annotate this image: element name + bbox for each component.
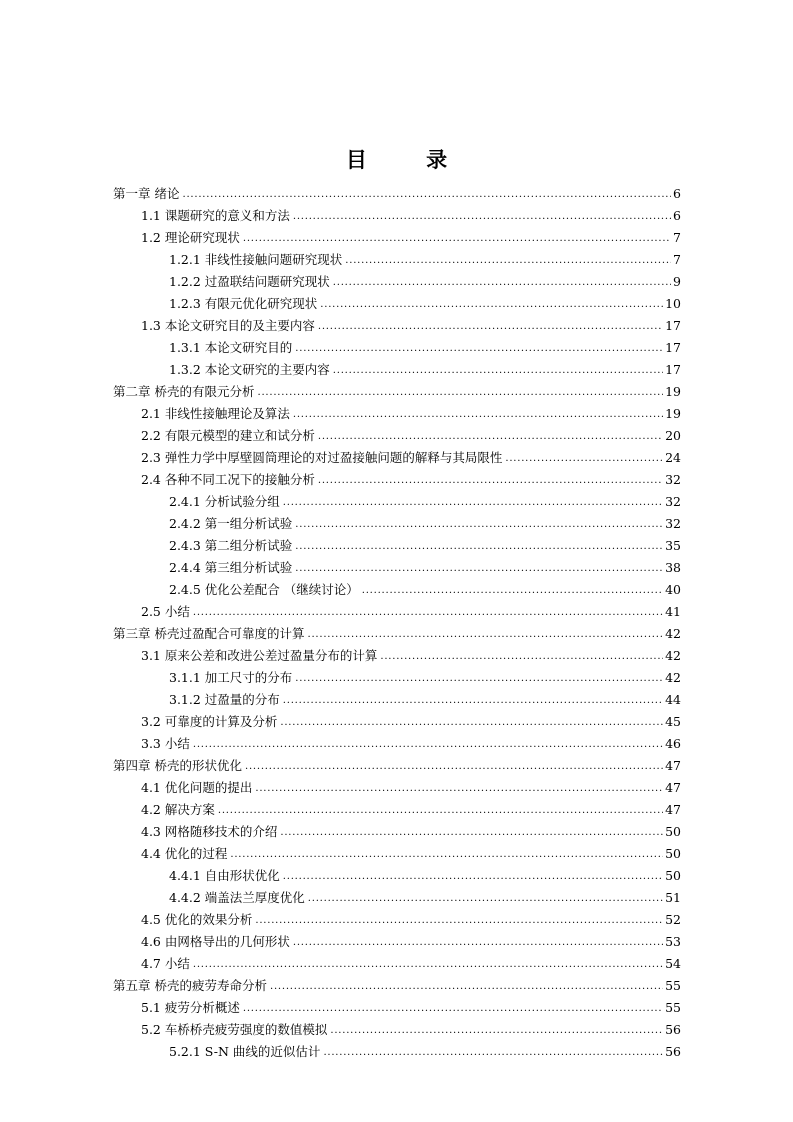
toc-entry-label: 1.2.3 有限元优化研究现状 [169, 296, 318, 311]
toc-entry[interactable] [169, 686, 681, 708]
toc-entry[interactable] [169, 862, 681, 884]
toc-entry-label: 3.3 小结 [141, 736, 190, 751]
toc-leader-dots [182, 186, 671, 202]
toc-entry[interactable] [169, 664, 681, 686]
toc-entry[interactable] [141, 422, 681, 444]
toc-entry-page: 56 [665, 1022, 681, 1037]
toc-entry[interactable] [141, 840, 681, 862]
toc-leader-dots [293, 208, 671, 224]
toc-entry-label: 第四章 桥壳的形状优化 [113, 758, 242, 773]
toc-entry[interactable] [169, 268, 681, 290]
toc-entry[interactable] [141, 466, 681, 488]
toc-entry-page: 32 [665, 494, 681, 509]
toc-entry[interactable] [141, 444, 681, 466]
toc-leader-dots [193, 956, 663, 972]
toc-leader-dots [280, 824, 663, 840]
toc-entry-label: 1.2.1 非线性接触问题研究现状 [169, 252, 343, 267]
toc-entry-label: 4.5 优化的效果分析 [141, 912, 253, 927]
toc-entry-page: 41 [665, 604, 681, 619]
toc-leader-dots [318, 318, 663, 334]
toc-entry-page: 19 [665, 406, 681, 421]
toc-entry[interactable] [141, 994, 681, 1016]
toc-entry[interactable] [169, 510, 681, 532]
toc-leader-dots [295, 670, 663, 686]
toc-leader-dots [333, 362, 663, 378]
toc-entry[interactable] [141, 708, 681, 730]
toc-entry-page: 20 [665, 428, 681, 443]
toc-leader-dots [193, 736, 663, 752]
toc-entry[interactable] [141, 400, 681, 422]
toc-entry-page: 35 [665, 538, 681, 553]
toc-leader-dots [193, 604, 663, 620]
toc-entry-label: 2.1 非线性接触理论及算法 [141, 406, 290, 421]
toc-leader-dots [308, 890, 663, 906]
toc-entry-page: 42 [665, 670, 681, 685]
toc-entry[interactable] [141, 950, 681, 972]
toc-entry-page: 47 [665, 758, 681, 773]
toc-entry-page: 55 [665, 1000, 681, 1015]
toc-leader-dots [295, 560, 663, 576]
toc-entry-page: 54 [665, 956, 681, 971]
toc-entry-page: 7 [673, 252, 681, 267]
page-title: 目 录 [345, 148, 474, 172]
toc-entry-label: 1.1 课题研究的意义和方法 [141, 208, 290, 223]
toc-leader-dots [505, 450, 663, 466]
toc-leader-dots [380, 648, 663, 664]
toc-leader-dots [295, 340, 663, 356]
toc-entry-page: 40 [665, 582, 681, 597]
toc-entry-page: 47 [665, 802, 681, 817]
toc-entry-page: 50 [665, 868, 681, 883]
toc-leader-dots [243, 230, 671, 246]
toc-entry[interactable] [141, 928, 681, 950]
toc-entry[interactable] [141, 224, 681, 246]
toc-entry-page: 9 [673, 274, 681, 289]
toc-entry-label: 2.5 小结 [141, 604, 190, 619]
toc-leader-dots [230, 846, 663, 862]
toc-entry-page: 46 [665, 736, 681, 751]
toc-leader-dots [255, 912, 663, 928]
toc-leader-dots [283, 494, 663, 510]
toc-leader-dots [270, 978, 663, 994]
toc-leader-dots [318, 472, 663, 488]
toc-entry[interactable] [169, 532, 681, 554]
toc-entry[interactable] [141, 818, 681, 840]
toc-entry[interactable] [113, 378, 681, 400]
toc-leader-dots [283, 868, 663, 884]
toc-entry-label: 4.3 网格随移技术的介绍 [141, 824, 278, 839]
toc-entry-label: 1.3.2 本论文研究的主要内容 [169, 362, 330, 377]
toc-entry-page: 19 [665, 384, 681, 399]
toc-entry[interactable] [169, 356, 681, 378]
toc-entry[interactable] [141, 906, 681, 928]
toc-leader-dots [295, 516, 663, 532]
toc-entry[interactable] [169, 488, 681, 510]
toc-entry-label: 4.6 由网格导出的几何形状 [141, 934, 290, 949]
toc-entry-label: 1.3.1 本论文研究目的 [169, 340, 293, 355]
toc-entry-page: 32 [665, 472, 681, 487]
toc-entry-label: 2.2 有限元模型的建立和试分析 [141, 428, 315, 443]
toc-entry-label: 4.4.2 端盖法兰厚度优化 [169, 890, 305, 905]
toc-entry-label: 1.2.2 过盈联结问题研究现状 [169, 274, 330, 289]
toc-entry-page: 7 [673, 230, 681, 245]
toc-leader-dots [293, 406, 663, 422]
toc-leader-dots [280, 714, 663, 730]
toc-entry-label: 4.2 解决方案 [141, 802, 215, 817]
toc-entry-label: 5.1 疲劳分析概述 [141, 1000, 240, 1015]
toc-leader-dots [362, 582, 663, 598]
toc-entry[interactable] [169, 290, 681, 312]
toc-leader-dots [333, 274, 671, 290]
toc-entry-label: 1.3 本论文研究目的及主要内容 [141, 318, 315, 333]
toc-entry-label: 5.2 车桥桥壳疲劳强度的数值模拟 [141, 1022, 328, 1037]
toc-entry[interactable] [169, 576, 681, 598]
toc-entry-label: 2.4.2 第一组分析试验 [169, 516, 293, 531]
toc-entry[interactable] [113, 752, 681, 774]
toc-entry-page: 17 [665, 318, 681, 333]
toc-entry-page: 47 [665, 780, 681, 795]
toc-entry-page: 53 [665, 934, 681, 949]
toc-entry-label: 第一章 绪论 [113, 186, 180, 201]
toc-leader-dots [243, 1000, 663, 1016]
toc-entry-page: 56 [665, 1044, 681, 1059]
toc-leader-dots [218, 802, 663, 818]
toc-entry[interactable] [169, 246, 681, 268]
toc-entry-page: 6 [673, 208, 681, 223]
toc-leader-dots [318, 428, 663, 444]
toc-leader-dots [323, 1044, 663, 1060]
toc-entry-label: 4.7 小结 [141, 956, 190, 971]
toc-leader-dots [320, 296, 663, 312]
toc-entry-label: 第五章 桥壳的疲劳寿命分析 [113, 978, 267, 993]
toc-entry-page: 45 [665, 714, 681, 729]
toc-entry-label: 2.4 各种不同工况下的接触分析 [141, 472, 315, 487]
toc-entry[interactable] [169, 554, 681, 576]
toc-entry[interactable] [113, 180, 681, 202]
toc-entry-label: 5.2.1 S-N 曲线的近似估计 [169, 1044, 321, 1059]
toc-entry-page: 50 [665, 824, 681, 839]
toc-entry[interactable] [113, 620, 681, 642]
toc-entry[interactable] [113, 972, 681, 994]
toc-entry-label: 2.4.3 第二组分析试验 [169, 538, 293, 553]
toc-entry-page: 42 [665, 648, 681, 663]
toc-entry-page: 38 [665, 560, 681, 575]
toc-entry-label: 3.1 原来公差和改进公差过盈量分布的计算 [141, 648, 378, 663]
toc-entry-label: 4.1 优化问题的提出 [141, 780, 253, 795]
toc-entry-label: 1.2 理论研究现状 [141, 230, 240, 245]
toc-entry-page: 51 [665, 890, 681, 905]
toc-entry-label: 4.4.1 自由形状优化 [169, 868, 280, 883]
toc-entry[interactable] [141, 642, 681, 664]
toc-entry-label: 4.4 优化的过程 [141, 846, 228, 861]
toc-entry-label: 3.1.2 过盈量的分布 [169, 692, 280, 707]
toc-leader-dots [345, 252, 671, 268]
toc-entry-label: 3.1.1 加工尺寸的分布 [169, 670, 293, 685]
toc-leader-dots [295, 538, 663, 554]
toc-entry-page: 52 [665, 912, 681, 927]
toc-entry-page: 42 [665, 626, 681, 641]
toc-entry[interactable] [141, 598, 681, 620]
toc-entry[interactable] [169, 1038, 681, 1060]
toc-entry[interactable] [141, 312, 681, 334]
toc-entry-page: 50 [665, 846, 681, 861]
toc-entry-page: 44 [665, 692, 681, 707]
toc-entry[interactable] [141, 1016, 681, 1038]
toc-entry-page: 32 [665, 516, 681, 531]
toc-entry[interactable] [141, 730, 681, 752]
toc-entry[interactable] [141, 202, 681, 224]
toc-entry-label: 2.3 弹性力学中厚壁圆筒理论的对过盈接触问题的解释与其局限性 [141, 450, 503, 465]
toc-entry-label: 2.4.1 分析试验分组 [169, 494, 280, 509]
toc-entry-label: 第二章 桥壳的有限元分析 [113, 384, 255, 399]
toc-entry-page: 6 [673, 186, 681, 201]
toc-leader-dots [257, 384, 663, 400]
toc-leader-dots [293, 934, 663, 950]
toc-entry-page: 10 [665, 296, 681, 311]
toc-leader-dots [283, 692, 663, 708]
toc-leader-dots [255, 780, 663, 796]
toc-entry-label: 第三章 桥壳过盈配合可靠度的计算 [113, 626, 305, 641]
toc-entry[interactable] [141, 796, 681, 818]
toc-entry[interactable] [169, 884, 681, 906]
toc-entry[interactable] [141, 774, 681, 796]
toc-leader-dots [245, 758, 663, 774]
toc-entry[interactable] [169, 334, 681, 356]
toc-entry-label: 3.2 可靠度的计算及分析 [141, 714, 278, 729]
toc-entry-page: 17 [665, 340, 681, 355]
toc-entry-page: 24 [665, 450, 681, 465]
toc-entry-page: 17 [665, 362, 681, 377]
toc-entry-label: 2.4.5 优化公差配合 （继续讨论） [169, 582, 359, 597]
toc-entry-page: 55 [665, 978, 681, 993]
toc-leader-dots [307, 626, 663, 642]
toc-entry-label: 2.4.4 第三组分析试验 [169, 560, 293, 575]
toc-leader-dots [330, 1022, 663, 1038]
